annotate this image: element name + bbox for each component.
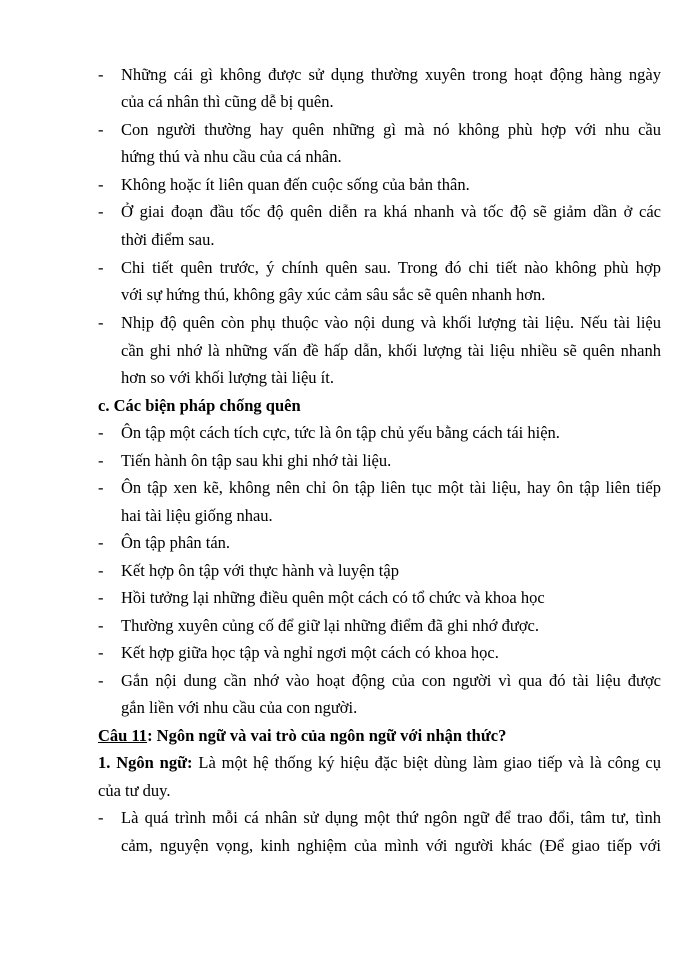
question-label: Câu 11	[98, 726, 148, 745]
list-item	[0, 312, 700, 334]
list-item-text: Nhịp độ quên còn phụ thuộc vào nội dung và khối lượng tài liệu. Nếu tài liệu	[121, 313, 661, 332]
list-item-text: Ôn tập xen kẽ, không nên chỉ ôn tập liên tục một tài liệu, hay ôn tập liên tiếp	[121, 478, 661, 497]
bullet-dash: -	[98, 313, 104, 332]
list-item-continuation	[0, 505, 700, 527]
list-item-text: hứng thú và nhu cầu của cá nhân.	[121, 147, 342, 166]
list-item	[0, 422, 700, 444]
bullet-dash: -	[98, 588, 104, 607]
list-item	[0, 615, 700, 637]
list-item-continuation	[0, 284, 700, 306]
definition-paragraph	[0, 752, 700, 774]
list-item	[0, 670, 700, 692]
bullet-dash: -	[98, 65, 104, 84]
list-item-text: Ôn tập một cách tích cực, tức là ôn tập chủ yếu bằng cách tái hiện.	[121, 423, 560, 442]
list-item-text: Kết hợp giữa học tập và nghỉ ngơi một cách có khoa học.	[121, 643, 499, 662]
bullet-dash: -	[98, 808, 104, 827]
list-item-text: Con người thường hay quên những gì mà nó không phù hợp với nhu cầu	[121, 120, 661, 139]
list-item-text: cảm, nguyện vọng, kinh nghiệm của mình với người khác (Để giao tiếp với	[121, 836, 661, 855]
list-item-text: Những cái gì không được sử dụng thường xuyên trong hoạt động hàng ngày	[121, 65, 661, 84]
list-item	[0, 119, 700, 141]
list-item	[0, 174, 700, 196]
list-item	[0, 201, 700, 223]
question-title: : Ngôn ngữ và vai trò của ngôn ngữ với nhận thức?	[147, 726, 507, 745]
list-item	[0, 532, 700, 554]
section-heading-text: c. Các biện pháp chống quên	[98, 396, 301, 415]
list-item-text: Thường xuyên củng cố để giữ lại những điểm đã ghi nhớ được.	[121, 616, 539, 635]
list-item-text: của cá nhân thì cũng dễ bị quên.	[121, 92, 334, 111]
bullet-dash: -	[98, 175, 104, 194]
question-heading	[0, 725, 700, 747]
list-item-continuation	[0, 340, 700, 362]
list-item-text: Ôn tập phân tán.	[121, 533, 231, 552]
list-item-continuation	[0, 697, 700, 719]
list-item	[0, 642, 700, 664]
bullet-dash: -	[98, 202, 104, 221]
list-item	[0, 587, 700, 609]
bullet-dash: -	[98, 533, 104, 552]
list-item-continuation	[0, 229, 700, 251]
list-item-continuation	[0, 367, 700, 389]
list-item-text: Kết hợp ôn tập với thực hành và luyện tập	[121, 561, 399, 580]
bullet-dash: -	[98, 643, 104, 662]
bullet-dash: -	[98, 616, 104, 635]
bullet-dash: -	[98, 671, 104, 690]
bullet-dash: -	[98, 423, 104, 442]
list-item-text: cần ghi nhớ là những vấn đề hấp dẫn, khối lượng tài liệu nhiều sẽ quên nhanh	[121, 341, 661, 360]
list-item	[0, 560, 700, 582]
bullet-dash: -	[98, 451, 104, 470]
list-item-text: hai tài liệu giống nhau.	[121, 506, 273, 525]
bullet-dash: -	[98, 258, 104, 277]
list-item-text: Tiến hành ôn tập sau khi ghi nhớ tài liệu.	[121, 451, 392, 470]
list-item	[0, 807, 700, 829]
list-item	[0, 257, 700, 279]
list-item-text: với sự hứng thú, không gây xúc cảm sâu sắc sẽ quên nhanh hơn.	[121, 285, 546, 304]
definition-text: Là một hệ thống ký hiệu đặc biệt dùng làm giao tiếp và là công cụ	[192, 753, 662, 772]
bullet-dash: -	[98, 478, 104, 497]
list-item-text: Không hoặc ít liên quan đến cuộc sống của bản thân.	[121, 175, 470, 194]
definition-text: của tư duy.	[98, 781, 171, 800]
list-item-text: Là quá trình mỗi cá nhân sử dụng một thứ ngôn ngữ để trao đổi, tâm tư, tình	[121, 808, 661, 827]
list-item-text: Ở giai đoạn đầu tốc độ quên diễn ra khá nhanh và tốc độ sẽ giảm dần ở các	[121, 202, 661, 221]
list-item-text: gắn liền với nhu cầu của con người.	[121, 698, 358, 717]
list-item	[0, 477, 700, 499]
definition-label: 1. Ngôn ngữ:	[98, 753, 193, 772]
list-item-text: Gắn nội dung cần nhớ vào hoạt động của con người vì qua đó tài liệu được	[121, 671, 661, 690]
list-item-continuation	[0, 91, 700, 113]
list-item	[0, 450, 700, 472]
list-item	[0, 64, 700, 86]
list-item-text: hơn so với khối lượng tài liệu ít.	[121, 368, 334, 387]
list-item-continuation	[0, 146, 700, 168]
list-item-text: Chi tiết quên trước, ý chính quên sau. Trong đó chi tiết nào không phù hợp	[121, 258, 661, 277]
list-item-text: thời điểm sau.	[121, 230, 215, 249]
section-heading	[0, 395, 700, 417]
bullet-dash: -	[98, 561, 104, 580]
definition-continuation	[0, 780, 700, 802]
bullet-dash: -	[98, 120, 104, 139]
list-item-text: Hồi tưởng lại những điều quên một cách có tổ chức và khoa học	[121, 588, 545, 607]
list-item-continuation	[0, 835, 700, 857]
